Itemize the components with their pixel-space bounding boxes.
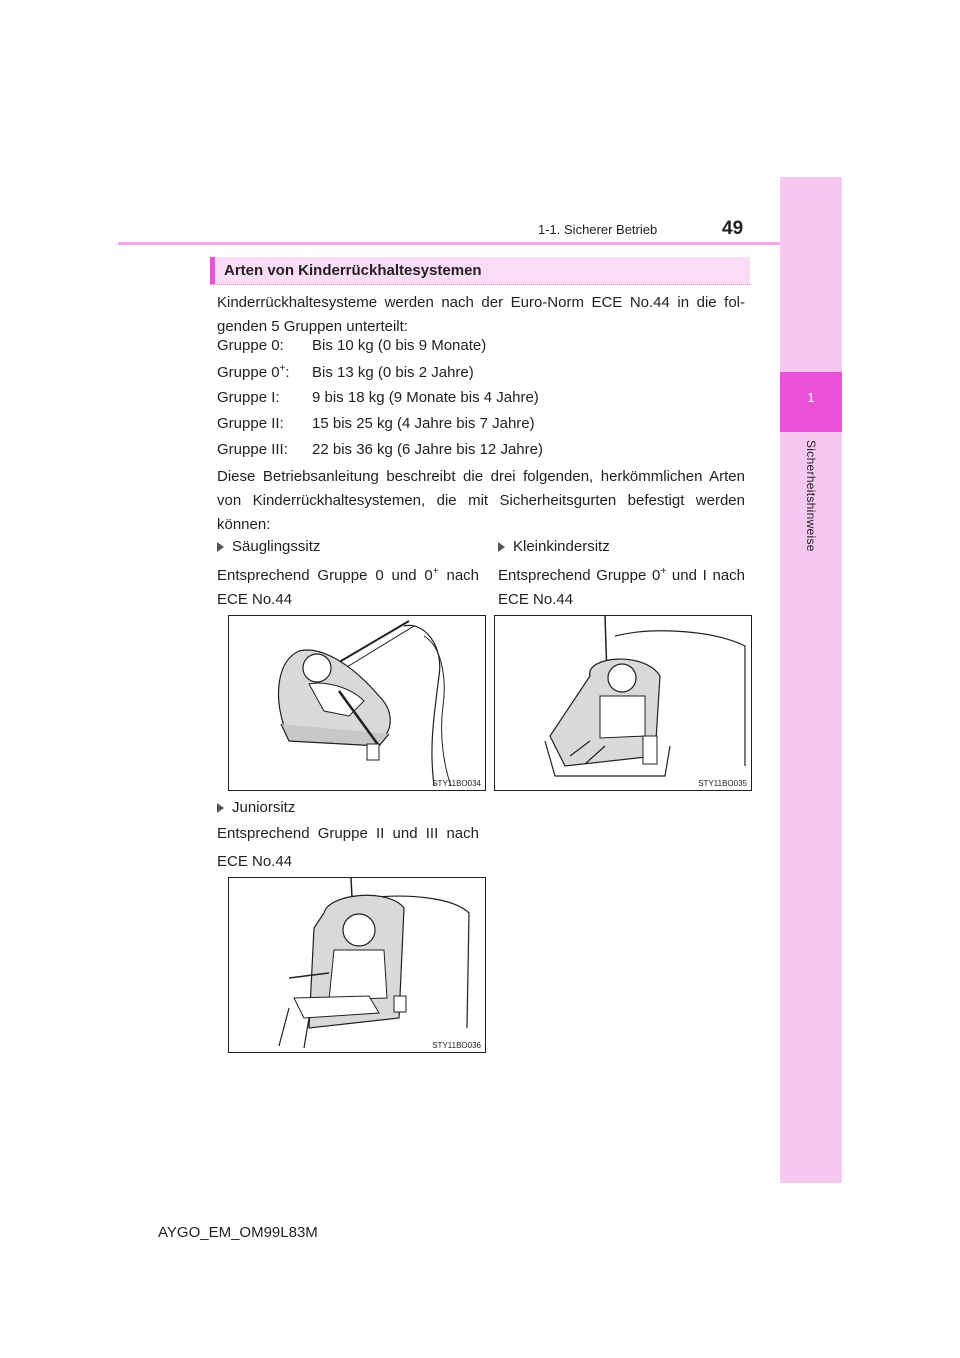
seat-description: Entsprechend Gruppe II und III nach ECE No.44 (217, 825, 479, 870)
seat-description: Entsprechend Gruppe 0+ und I nach ECE No.44 (498, 566, 745, 608)
running-header: 1-1. Sicherer Betrieb (538, 222, 658, 237)
seat-heading (217, 538, 320, 555)
seat-heading (217, 799, 295, 816)
figure-code: STY11BO034 (432, 779, 481, 788)
group-label: Gruppe I: (217, 389, 280, 406)
triangle-bullet-icon (217, 542, 224, 552)
infant-seat-figure (228, 615, 486, 791)
group-label: Gruppe III: (217, 441, 288, 458)
group-text: 22 bis 36 kg (6 Jahre bis 12 Jahre) (312, 441, 543, 458)
group-row (217, 363, 474, 381)
group-text: 9 bis 18 kg (9 Monate bis 4 Jahre) (312, 389, 539, 406)
group-label: Gruppe II: (217, 415, 284, 432)
triangle-bullet-icon (498, 542, 505, 552)
seat-description: Entsprechend Gruppe 0 und 0+ nach ECE No.44 (217, 566, 479, 608)
triangle-bullet-icon (217, 803, 224, 813)
booster-seat-figure (228, 877, 486, 1053)
group-suffix: : (285, 364, 290, 381)
page-number: 49 (722, 218, 744, 239)
group-label: Gruppe 0: (217, 337, 284, 354)
group-row (217, 389, 539, 406)
infant-seat-illustration (229, 616, 485, 790)
toddler-seat-illustration (495, 616, 751, 790)
header-rule (118, 242, 780, 245)
section-heading-bar (210, 257, 215, 284)
side-thumb-band (780, 177, 842, 1183)
group-text: Bis 13 kg (0 bis 2 Jahre) (312, 364, 474, 381)
description-paragraph: Diese Betriebsanleitung beschreibt die drei folgenden, herkömmlichen Arten von Kinderrückhaltesystemen, die mit Sicherheitsgurten befestigt werden können: (217, 468, 745, 533)
figure-code: STY11BO035 (698, 779, 747, 788)
group-row (217, 415, 535, 432)
seat-title: Säuglingssitz (232, 538, 321, 555)
seat-title: Juniorsitz (232, 799, 296, 816)
seat-title: Kleinkindersitz (513, 538, 610, 555)
group-text: Bis 10 kg (0 bis 9 Monate) (312, 337, 487, 354)
chapter-number: 1 (807, 390, 815, 405)
group-text: 15 bis 25 kg (4 Jahre bis 7 Jahre) (312, 415, 535, 432)
document-code: AYGO_EM_OM99L83M (158, 1224, 318, 1241)
group-label: Gruppe 0 (217, 364, 280, 381)
group-sup: + (279, 363, 286, 374)
group-row (217, 337, 486, 354)
booster-seat-illustration (229, 878, 485, 1052)
seat-heading (498, 538, 610, 555)
chapter-label: Sicherheitshinweise (804, 440, 818, 552)
group-row (217, 441, 543, 458)
toddler-seat-figure (494, 615, 752, 791)
figure-code: STY11BO036 (432, 1041, 481, 1050)
intro-paragraph: Kinderrückhaltesysteme werden nach der Euro-Norm ECE No.44 in die fol-genden 5 Gruppen unterteilt: (217, 294, 745, 335)
section-title: Arten von Kinderrückhaltesystemen (224, 262, 482, 279)
